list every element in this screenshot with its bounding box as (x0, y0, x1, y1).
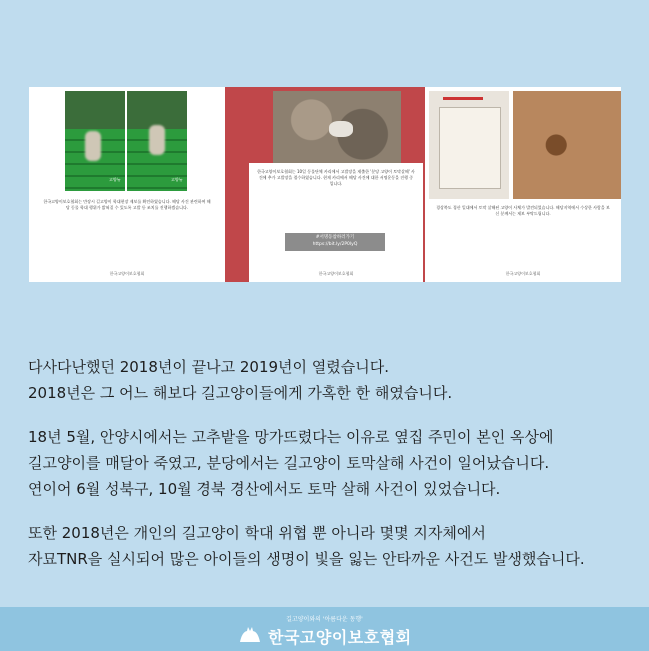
text-line: 자묘TNR을 실시되어 많은 아이들의 생명이 빛을 잃는 안타까운 사건도 발생했습니다. (28, 550, 585, 568)
footer-slogan: 길고양이와의 '아름다운 동행' (286, 616, 363, 623)
article-paragraph-3 (28, 520, 628, 572)
article-paragraph-2 (28, 424, 628, 502)
petition-link-box (285, 233, 385, 251)
photo-watermark: 고양뉴 (109, 177, 121, 182)
collage-photo-ground (273, 91, 401, 163)
collage-panel-2 (227, 87, 423, 282)
photo-watermark: 고양뉴 (171, 177, 183, 182)
collage-logo-2: 한국고양이보호협회 (318, 271, 354, 276)
article-paragraph-1 (28, 354, 628, 406)
collage-photo-stairs (65, 91, 187, 191)
petition-link-url: https://bit.ly/2P0lyQ (312, 242, 358, 247)
text-line: 다사다난했던 2018년이 끝나고 2019년이 열렸습니다. (28, 358, 390, 376)
collage-photo-box (429, 91, 509, 199)
collage-panel-3 (425, 87, 621, 282)
text-line: 연이어 6월 성북구, 10월 경북 경산에서도 토막 살해 사건이 있었습니다. (28, 480, 501, 498)
news-collage-image (29, 87, 621, 282)
petition-link-label: #서명동참하러가기 (315, 235, 355, 240)
text-line: 2018년은 그 어느 해보다 길고양이들에게 가혹한 한 해였습니다. (28, 384, 453, 402)
collage-caption-2: 한국고양이보호협회는 10일 동물단체 카리에서 고발장을 제출한 '분당 고양이 토막살해' 사건에 추가 고발장을 접수하였습니다. 현재 카리에서 해당 사건에 대한 서명운동을 진행 중입니다. (257, 169, 415, 186)
collage-textbox-2 (249, 163, 423, 282)
collage-caption-3: 경상북도 경산 일대에서 토막 살해된 고양이 사체가 발견되었습니다. 해당지역에서 수상한 사람을 보신 분께서는 제보 부탁드립니다. (436, 205, 610, 216)
collage-logo-1: 한국고양이보호협회 (109, 271, 145, 276)
collage-logo-3: 한국고양이보호협회 (505, 271, 541, 276)
text-line: 또한 2018년은 개인의 길고양이 학대 위협 뿐 아니라 몇몇 지자체에서 (28, 524, 486, 542)
text-line: 18년 5월, 안양시에서는 고추밭을 망가뜨렸다는 이유로 옆집 주민이 본인 옥상에 (28, 428, 554, 446)
text-line: 길고양이를 매달아 죽였고, 분당에서는 길고양이 토막살해 사건이 일어났습니다. (28, 454, 550, 472)
footer-org-name: 한국고양이보호협회 (268, 628, 412, 647)
footer-bar (0, 607, 649, 651)
collage-panel-1 (29, 87, 225, 282)
collage-photo-dirt (513, 91, 621, 199)
collage-caption-1: 한국고양이보호협회는 만장시 길고양이 학대현장 제보를 확인하였습니다. 해당 사건 관련하여 해당 동물 학대 행위가 밝혀질 수 있도록 고발 등 조치를 진행하겠습니다. (43, 199, 211, 210)
cat-logo-icon (238, 626, 262, 644)
